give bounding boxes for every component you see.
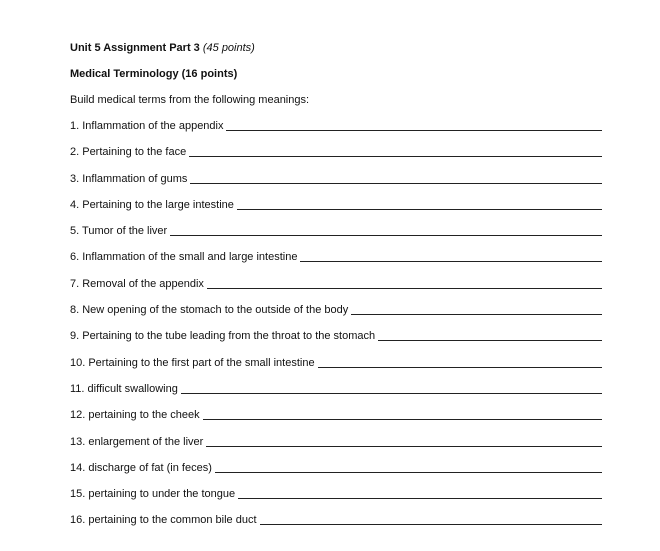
answer-blank[interactable]	[170, 234, 602, 236]
assignment-title	[70, 40, 602, 56]
question-row	[70, 318, 602, 344]
question-text: 4. Pertaining to the large intestine	[70, 198, 234, 211]
question-row	[70, 118, 602, 134]
answer-blank[interactable]	[300, 260, 602, 262]
answer-blank[interactable]	[237, 208, 602, 210]
question-text: 15. pertaining to under the tongue	[70, 488, 236, 501]
question-text: 11. difficult swallowing	[70, 382, 178, 395]
question-row	[70, 502, 602, 528]
question-text: 10. Pertaining to the first part of the small intestine	[70, 356, 315, 369]
question-row	[70, 397, 602, 423]
question-text: 9. Pertaining to the tube leading from the throat to the stomach	[70, 330, 376, 343]
answer-blank[interactable]	[181, 392, 602, 394]
worksheet-page	[70, 40, 602, 528]
answer-blank[interactable]	[203, 418, 602, 420]
question-row	[70, 476, 602, 502]
answer-blank[interactable]	[351, 313, 602, 315]
answer-blank[interactable]	[260, 523, 602, 525]
question-row	[70, 371, 602, 397]
question-text: 3. Inflammation of gums	[70, 172, 188, 185]
question-row	[70, 450, 602, 476]
answer-blank[interactable]	[215, 471, 602, 473]
question-row	[70, 265, 602, 291]
question-row	[70, 292, 602, 318]
question-text: 14. discharge of fat (in feces)	[70, 461, 212, 474]
question-text: 8. New opening of the stomach to the outside of the body	[70, 304, 349, 317]
question-text: 2. Pertaining to the face	[70, 146, 187, 159]
question-text: 13. enlargement of the liver	[70, 435, 204, 448]
question-row	[70, 187, 602, 213]
question-text: 6. Inflammation of the small and large intestine	[70, 251, 298, 264]
answer-blank[interactable]	[226, 129, 602, 131]
question-row	[70, 423, 602, 449]
question-text: 5. Tumor of the liver	[70, 225, 168, 238]
section-heading: Medical Terminology (16 points)	[70, 68, 238, 80]
answer-blank[interactable]	[238, 497, 602, 499]
question-text: 12. pertaining to the cheek	[70, 409, 200, 422]
question-list	[70, 118, 602, 528]
question-row	[70, 134, 602, 160]
question-text: 7. Removal of the appendix	[70, 277, 204, 290]
assignment-title-text: Unit 5 Assignment Part 3	[70, 42, 200, 54]
assignment-points: (45 points)	[202, 42, 255, 54]
answer-blank[interactable]	[206, 445, 602, 447]
instruction-text: Build medical terms from the following meanings:	[70, 94, 310, 106]
question-row	[70, 160, 602, 186]
answer-blank[interactable]	[378, 339, 602, 341]
answer-blank[interactable]	[318, 366, 602, 368]
answer-blank[interactable]	[190, 182, 602, 184]
question-text: 1. Inflammation of the appendix	[70, 120, 224, 132]
question-row	[70, 213, 602, 239]
question-text: 16. pertaining to the common bile duct	[70, 514, 257, 527]
question-row	[70, 344, 602, 370]
answer-blank[interactable]	[189, 155, 602, 157]
answer-blank[interactable]	[207, 287, 602, 289]
question-row	[70, 239, 602, 265]
